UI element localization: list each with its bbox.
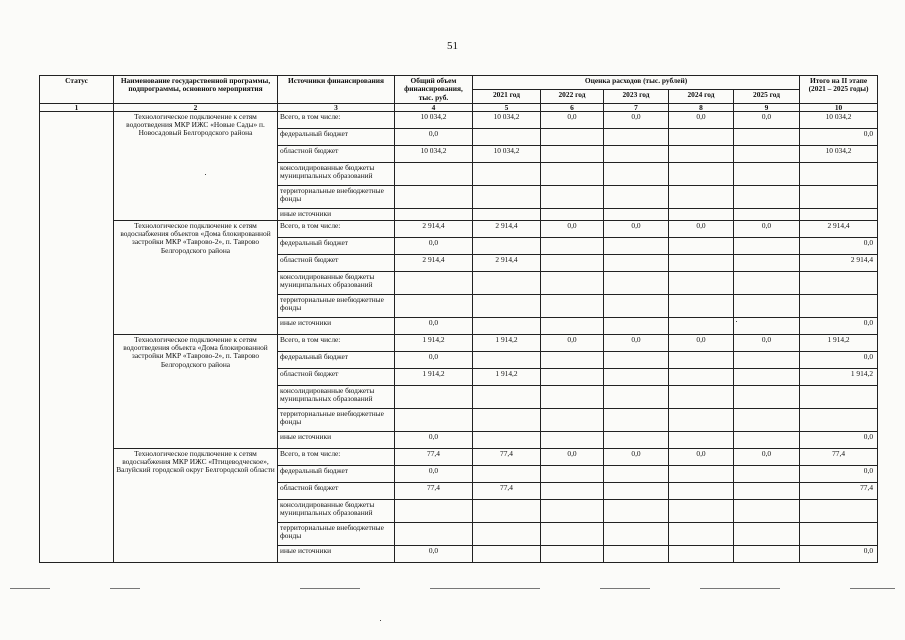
table-body (40, 111, 878, 562)
year-2022-value (541, 237, 604, 254)
stage-total-value (800, 208, 878, 220)
year-2022-value (541, 385, 604, 408)
year-2025-value (734, 128, 800, 145)
stage-total-value: 2 914,4 (800, 220, 878, 237)
stage-total-value: 2 914,4 (800, 254, 878, 271)
source-label: иные источники (278, 545, 395, 562)
year-2021-value (473, 385, 541, 408)
stage-total-value: 0,0 (800, 317, 878, 334)
header-year-2023: 2023 год (604, 89, 669, 103)
measure-name: Технологическое подключение к сетям водоснабжения объектов «Дома блокированной застройки МКР «Таврово-2», п. Таврово Белгородского района (114, 220, 278, 334)
source-label: федеральный бюджет (278, 351, 395, 368)
header-year-2025: 2025 год (734, 89, 800, 103)
year-2021-value (473, 271, 541, 294)
source-label: областной бюджет (278, 254, 395, 271)
year-2025-value (734, 385, 800, 408)
year-2025-value (734, 294, 800, 317)
year-2021-value (473, 499, 541, 522)
stage-total-value (800, 408, 878, 431)
year-2024-value (669, 271, 734, 294)
year-2023-value (604, 465, 669, 482)
year-2025-value: 0,0 (734, 111, 800, 128)
total-value (395, 499, 473, 522)
year-2023-value (604, 185, 669, 208)
year-2025-value (734, 208, 800, 220)
year-2024-value (669, 385, 734, 408)
year-2024-value (669, 145, 734, 162)
total-value (395, 385, 473, 408)
year-2024-value (669, 545, 734, 562)
year-2024-value (669, 208, 734, 220)
header-year-2022: 2022 год (541, 89, 604, 103)
year-2025-value (734, 185, 800, 208)
year-2023-value (604, 351, 669, 368)
year-2021-value (473, 351, 541, 368)
year-2025-value (734, 368, 800, 385)
col-number: 2 (114, 103, 278, 111)
stage-total-value (800, 385, 878, 408)
header-year-2021: 2021 год (473, 89, 541, 103)
stage-total-value (800, 522, 878, 545)
year-2023-value (604, 368, 669, 385)
year-2024-value: 0,0 (669, 448, 734, 465)
year-2024-value (669, 465, 734, 482)
year-2021-value: 10 034,2 (473, 111, 541, 128)
measure-name: Технологическое подключение к сетям водоотведения МКР ИЖС «Новые Сады» п. Новосадовый Белгородского района (114, 111, 278, 220)
year-2021-value (473, 128, 541, 145)
total-value: 0,0 (395, 351, 473, 368)
total-value: 0,0 (395, 317, 473, 334)
year-2024-value (669, 431, 734, 448)
header-total: Общий объем финансирования, тыс. руб. (395, 76, 473, 104)
budget-table (39, 75, 878, 563)
col-number: 4 (395, 103, 473, 111)
source-label: консолидированные бюджеты муниципальных образований (278, 271, 395, 294)
year-2022-value (541, 368, 604, 385)
year-2022-value (541, 431, 604, 448)
scan-artifact-line (0, 588, 905, 592)
col-number: 8 (669, 103, 734, 111)
year-2021-value (473, 317, 541, 334)
status-cell (40, 111, 114, 562)
year-2023-value: 0,0 (604, 220, 669, 237)
total-value: 2 914,4 (395, 220, 473, 237)
total-value: 10 034,2 (395, 111, 473, 128)
col-number: 1 (40, 103, 114, 111)
total-value: 10 034,2 (395, 145, 473, 162)
year-2021-value: 1 914,2 (473, 334, 541, 351)
scan-speck (736, 321, 737, 322)
stage-total-value: 1 914,2 (800, 334, 878, 351)
year-2024-value (669, 368, 734, 385)
year-2021-value (473, 465, 541, 482)
total-value (395, 522, 473, 545)
year-2022-value (541, 145, 604, 162)
year-2024-value (669, 408, 734, 431)
source-label: территориальные внебюджетные фонды (278, 294, 395, 317)
year-2021-value: 10 034,2 (473, 145, 541, 162)
year-2022-value (541, 317, 604, 334)
year-2024-value (669, 499, 734, 522)
year-2024-value (669, 237, 734, 254)
header-name: Наименование государственной программы, подпрограммы, основного мероприятия (114, 76, 278, 104)
source-label: территориальные внебюджетные фонды (278, 185, 395, 208)
stage-total-value: 77,4 (800, 448, 878, 465)
stage-total-value: 0,0 (800, 128, 878, 145)
total-value: 2 914,4 (395, 254, 473, 271)
year-2022-value (541, 499, 604, 522)
source-label: консолидированные бюджеты муниципальных образований (278, 499, 395, 522)
year-2023-value: 0,0 (604, 334, 669, 351)
year-2025-value (734, 351, 800, 368)
year-2025-value (734, 237, 800, 254)
total-value (395, 162, 473, 185)
source-label: иные источники (278, 208, 395, 220)
year-2022-value: 0,0 (541, 334, 604, 351)
year-2024-value (669, 351, 734, 368)
total-value (395, 185, 473, 208)
year-2024-value (669, 294, 734, 317)
total-value: 0,0 (395, 431, 473, 448)
source-label: федеральный бюджет (278, 465, 395, 482)
year-2021-value (473, 522, 541, 545)
header-source: Источники финансирования (278, 76, 395, 104)
header-year-2024: 2024 год (669, 89, 734, 103)
year-2025-value: 0,0 (734, 334, 800, 351)
year-2021-value (473, 294, 541, 317)
year-2025-value (734, 408, 800, 431)
header-status: Статус (40, 76, 114, 104)
source-label: Всего, в том числе: (278, 334, 395, 351)
year-2022-value (541, 482, 604, 499)
col-number: 7 (604, 103, 669, 111)
total-value: 0,0 (395, 128, 473, 145)
year-2025-value (734, 254, 800, 271)
year-2024-value: 0,0 (669, 220, 734, 237)
source-label: территориальные внебюджетные фонды (278, 408, 395, 431)
year-2023-value (604, 522, 669, 545)
year-2023-value (604, 431, 669, 448)
year-2025-value (734, 162, 800, 185)
year-2024-value (669, 317, 734, 334)
stage-total-value (800, 185, 878, 208)
source-label: иные источники (278, 431, 395, 448)
year-2021-value: 77,4 (473, 482, 541, 499)
year-2023-value (604, 145, 669, 162)
source-label: областной бюджет (278, 368, 395, 385)
year-2024-value (669, 185, 734, 208)
year-2024-value (669, 254, 734, 271)
year-2021-value (473, 545, 541, 562)
source-label: областной бюджет (278, 145, 395, 162)
year-2025-value: 0,0 (734, 448, 800, 465)
scan-speck (380, 620, 381, 621)
stage-total-value: 0,0 (800, 465, 878, 482)
year-2023-value (604, 271, 669, 294)
year-2022-value (541, 128, 604, 145)
measure-name: Технологическое подключение к сетям водоотведения объекта «Дома блокированной застройки МКР «Таврово-2», п. Таврово Белгородского района (114, 334, 278, 448)
year-2021-value: 1 914,2 (473, 368, 541, 385)
year-2021-value (473, 408, 541, 431)
year-2024-value (669, 482, 734, 499)
stage-total-value (800, 499, 878, 522)
year-2021-value: 2 914,4 (473, 254, 541, 271)
total-value (395, 294, 473, 317)
header-stage-total: Итого на II этапе (2021 – 2025 годы) (800, 76, 878, 104)
source-label: федеральный бюджет (278, 237, 395, 254)
total-value: 1 914,2 (395, 334, 473, 351)
year-2021-value: 2 914,4 (473, 220, 541, 237)
year-2022-value (541, 162, 604, 185)
year-2024-value (669, 522, 734, 545)
year-2023-value (604, 128, 669, 145)
year-2021-value (473, 185, 541, 208)
total-value (395, 208, 473, 220)
source-label: территориальные внебюджетные фонды (278, 522, 395, 545)
year-2025-value (734, 271, 800, 294)
scan-speck (205, 174, 206, 175)
year-2022-value (541, 208, 604, 220)
col-number: 9 (734, 103, 800, 111)
year-2023-value (604, 408, 669, 431)
year-2023-value (604, 385, 669, 408)
total-value: 77,4 (395, 448, 473, 465)
stage-total-value: 0,0 (800, 545, 878, 562)
year-2024-value: 0,0 (669, 334, 734, 351)
year-2023-value (604, 317, 669, 334)
total-value: 0,0 (395, 465, 473, 482)
year-2021-value (473, 237, 541, 254)
year-2024-value (669, 162, 734, 185)
year-2023-value (604, 208, 669, 220)
stage-total-value: 77,4 (800, 482, 878, 499)
stage-total-value: 10 034,2 (800, 145, 878, 162)
year-2025-value (734, 431, 800, 448)
year-2022-value (541, 351, 604, 368)
year-2025-value (734, 499, 800, 522)
source-label: консолидированные бюджеты муниципальных образований (278, 385, 395, 408)
year-2024-value (669, 128, 734, 145)
year-2023-value: 0,0 (604, 111, 669, 128)
year-2021-value (473, 208, 541, 220)
year-2025-value (734, 482, 800, 499)
year-2023-value (604, 499, 669, 522)
year-2022-value: 0,0 (541, 111, 604, 128)
stage-total-value: 0,0 (800, 431, 878, 448)
year-2022-value (541, 185, 604, 208)
source-label: консолидированные бюджеты муниципальных образований (278, 162, 395, 185)
source-label: Всего, в том числе: (278, 448, 395, 465)
source-label: федеральный бюджет (278, 128, 395, 145)
source-label: Всего, в том числе: (278, 220, 395, 237)
total-value: 77,4 (395, 482, 473, 499)
stage-total-value: 1 914,2 (800, 368, 878, 385)
year-2025-value (734, 317, 800, 334)
header-estimate: Оценка расходов (тыс. рублей) (473, 76, 800, 90)
source-label: иные источники (278, 317, 395, 334)
stage-total-value (800, 271, 878, 294)
source-label: Всего, в том числе: (278, 111, 395, 128)
year-2025-value (734, 145, 800, 162)
stage-total-value (800, 162, 878, 185)
year-2022-value: 0,0 (541, 220, 604, 237)
year-2023-value (604, 545, 669, 562)
total-value: 0,0 (395, 237, 473, 254)
year-2023-value (604, 254, 669, 271)
year-2021-value (473, 162, 541, 185)
year-2023-value: 0,0 (604, 448, 669, 465)
year-2022-value (541, 522, 604, 545)
year-2023-value (604, 482, 669, 499)
year-2022-value (541, 465, 604, 482)
total-value: 1 914,2 (395, 368, 473, 385)
year-2023-value (604, 237, 669, 254)
stage-total-value: 0,0 (800, 351, 878, 368)
year-2025-value (734, 545, 800, 562)
year-2022-value (541, 254, 604, 271)
year-2022-value (541, 545, 604, 562)
year-2023-value (604, 162, 669, 185)
total-value (395, 271, 473, 294)
year-2022-value (541, 294, 604, 317)
year-2022-value (541, 408, 604, 431)
total-value: 0,0 (395, 545, 473, 562)
year-2025-value (734, 522, 800, 545)
year-2023-value (604, 294, 669, 317)
source-label: областной бюджет (278, 482, 395, 499)
year-2021-value: 77,4 (473, 448, 541, 465)
col-number: 5 (473, 103, 541, 111)
year-2025-value: 0,0 (734, 220, 800, 237)
page-number: 51 (447, 40, 458, 52)
stage-total-value: 10 034,2 (800, 111, 878, 128)
col-number: 10 (800, 103, 878, 111)
year-2022-value (541, 271, 604, 294)
year-2025-value (734, 465, 800, 482)
stage-total-value (800, 294, 878, 317)
year-2021-value (473, 431, 541, 448)
total-value (395, 408, 473, 431)
year-2024-value: 0,0 (669, 111, 734, 128)
measure-name: Технологическое подключение к сетям водоснабжения МКР ИЖС «Птицеводческое», Валуйский городской округ Белгородской области (114, 448, 278, 562)
stage-total-value: 0,0 (800, 237, 878, 254)
col-number: 6 (541, 103, 604, 111)
col-number: 3 (278, 103, 395, 111)
year-2022-value: 0,0 (541, 448, 604, 465)
